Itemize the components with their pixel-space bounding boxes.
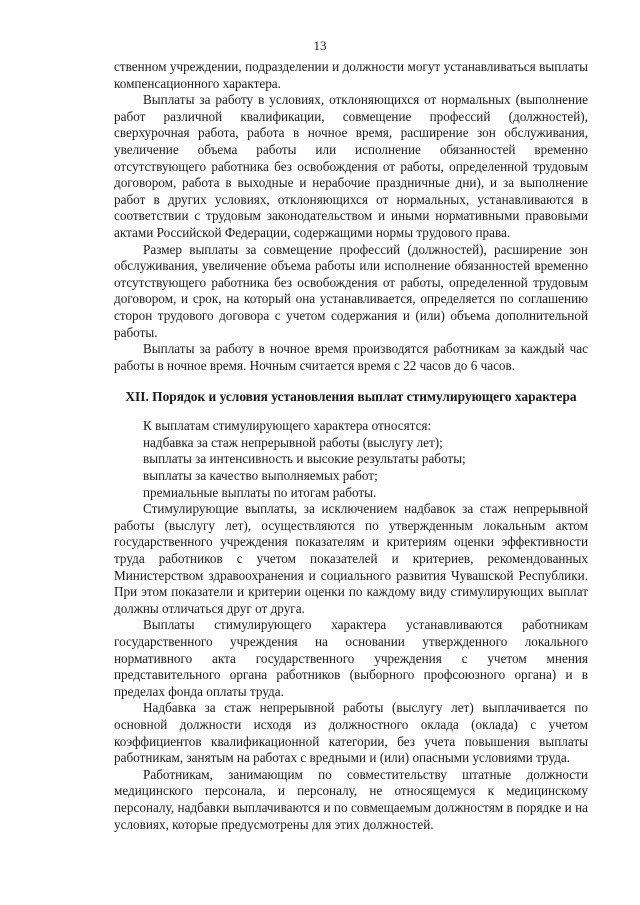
paragraph-part-time-staff: Работникам, занимающим по совместительству штатные должности медицинского персонала, и персоналу, не относящемуся к медицинскому персоналу, надбавки выплачиваются и по совмещаемым должностям в порядке и на условиях, которые предусмотрены для этих должностей. [114,766,588,832]
list-item: выплаты за качество выполняемых работ; [143,468,378,484]
paragraph-continuation: ственном учреждении, подразделении и должности могут устанавливаться выплаты компенсационного характера. [114,59,588,91]
paragraph-incentive-criteria: Стимулирующие выплаты, за исключением надбавок за стаж непрерывной работы (выслугу лет), осуществляются по утвержденным локальным актом государственного учреждения показателям и критериям оценки эффективности труда работников с учетом показателей и критериев, рекомендованных Министерством здравоохранения и социального развития Чувашской Республики. При этом показатели и критерии оценки по каждому виду стимулирующих выплат должны отличаться друг от друга. [114,501,588,616]
paragraph-compensation-conditions: Выплаты за работу в условиях, отклоняющихся от нормальных (выполнение работ различной квалификации, совмещение профессий (должностей), сверхурочная работа, работа в ночное время, расширение зон обслуживания, увеличение объема работы или исполнение обязанностей временно отсутствующего работника без освобождения от работы, определенной трудовым договором, работа в выходные и нерабочие праздничные дни), и за выполнение работ в других условиях, отклоняющихся от нормальных, устанавливаются в соответствии с трудовым законодательством и иными нормативными правовыми актами Российской Федерации, содержащими нормы трудового права. [114,92,588,240]
document-body [114,59,588,833]
list-item: надбавка за стаж непрерывной работы (выслугу лет); [143,434,443,450]
section-heading: XII. Порядок и условия установления выплат стимулирующего характера [125,389,577,405]
paragraph-seniority-bonus: Надбавка за стаж непрерывной работы (выслугу лет) выплачивается по основной должности исходя из должностного оклада (оклада) с учетом коэффициентов квалификационной категории, без учета повышения выплаты работникам, занятым на работах с вредными и (или) опасными условиями труда. [114,700,588,766]
page-number: 13 [313,38,327,53]
list-intro: К выплатам стимулирующего характера относятся: [143,418,432,434]
paragraph-night-work: Выплаты за работу в ночное время производятся работникам за каждый час работы в ночное время. Ночным считается время с 22 часов до 6 часов. [114,341,588,373]
paragraph-incentive-basis: Выплаты стимулирующего характера устанавливаются работникам государственного учреждения на основании утвержденного локального нормативного акта государственного учреждения с учетом мнения представительного органа работников (выборного профсоюзного органа) и в пределах фонда оплаты труда. [114,617,588,699]
list-item: выплаты за интенсивность и высокие результаты работы; [143,451,466,467]
paragraph-combination-payment: Размер выплаты за совмещение профессий (должностей), расширение зон обслуживания, увеличение объема работы или исполнение обязанностей временно отсутствующего работника без освобождения от работы, определенной трудовым договором, и срок, на который она устанавливается, определяется по соглашению сторон трудового договора с учетом содержания и (или) объема дополнительной работы. [114,241,588,340]
list-item: премиальные выплаты по итогам работы. [143,484,377,500]
